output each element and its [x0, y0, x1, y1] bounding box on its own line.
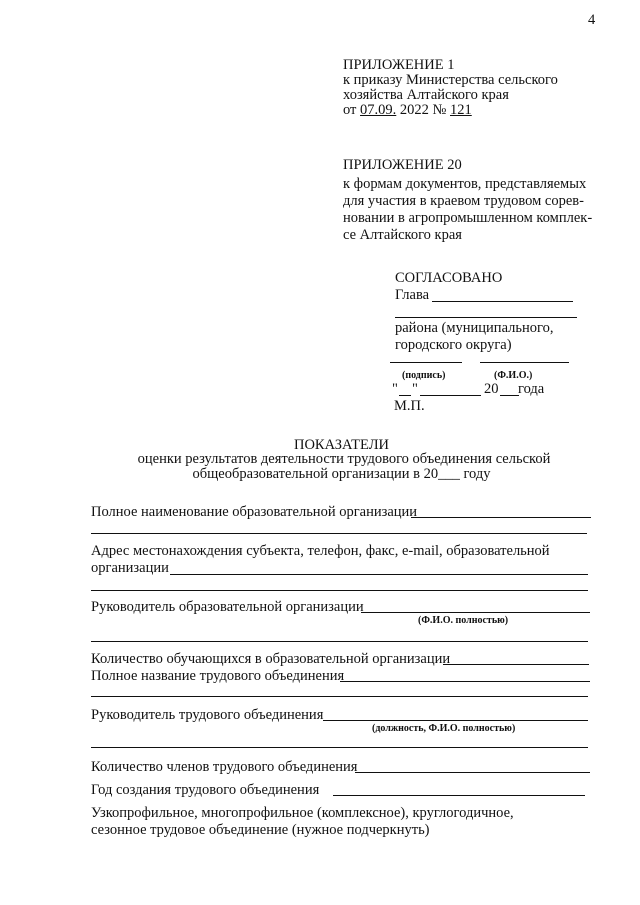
order-year-no: 2022 № — [396, 102, 450, 118]
appendix-20-line: новании в агропромышленном комплек- — [343, 210, 593, 226]
district-line1: района (муниципального, — [395, 320, 554, 336]
members-count-line — [355, 772, 590, 773]
stamp-label: М.П. — [394, 398, 425, 414]
year-created-label: Год создания трудового объединения — [91, 782, 320, 798]
members-count-label: Количество членов трудового объединения — [91, 759, 358, 775]
address-label-1: Адрес местонахождения субъекта, телефон, факс, e-mail, образовательной — [91, 543, 550, 559]
head-label: Глава — [395, 287, 430, 303]
appendix-1-line1: к приказу Министерства сельского — [343, 72, 558, 88]
day-line — [399, 395, 411, 396]
union-name-line — [340, 681, 590, 682]
appendix-1-line2: хозяйства Алтайского края — [343, 87, 509, 103]
order-date: 07.09. — [360, 102, 397, 118]
appendix-20-title: ПРИЛОЖЕНИЕ 20 — [343, 157, 462, 173]
district-line2: городского округа) — [395, 337, 512, 353]
full-name-line — [411, 517, 591, 518]
union-name-line-2 — [91, 696, 588, 697]
order-number: 121 — [450, 102, 472, 118]
year-suffix: года — [518, 381, 545, 397]
year-created-line — [333, 795, 585, 796]
date-open-quote: " — [392, 381, 398, 397]
indicators-subtitle-1: оценки результатов деятельности трудового объединения сельской — [137, 451, 551, 467]
address-line — [170, 574, 588, 575]
full-name-label: Полное наименование образовательной организации — [91, 504, 418, 520]
address-label-2: организации — [91, 560, 169, 576]
signature-caption: (подпись) — [402, 370, 446, 381]
date-close-quote: " — [412, 381, 418, 397]
date-prefix: от — [343, 102, 361, 118]
year-prefix: 20 — [484, 381, 499, 397]
full-name-line-2 — [91, 533, 587, 534]
fio-line — [480, 362, 569, 363]
appendix-20-line: к формам документов, представляемых — [343, 176, 587, 192]
union-head-line-2 — [91, 747, 588, 748]
director-label: Руководитель образовательной организации — [91, 599, 364, 615]
union-head-line — [323, 720, 588, 721]
address-line-2 — [91, 590, 588, 591]
appendix-1-title: ПРИЛОЖЕНИЕ 1 — [343, 57, 455, 73]
page-number: 4 — [588, 12, 596, 28]
director-caption: (Ф.И.О. полностью) — [418, 615, 509, 626]
union-name-label: Полное название трудового объединения — [91, 668, 345, 684]
appendix-20-line: для участия в краевом трудовом сорев- — [343, 193, 584, 209]
fio-caption: (Ф.И.О.) — [494, 370, 533, 381]
union-type-line-2: сезонное трудовое объединение (нужное подчеркнуть) — [91, 822, 430, 838]
students-count-label: Количество обучающихся в образовательной организации — [91, 651, 451, 667]
signature-line — [390, 362, 462, 363]
month-line — [420, 395, 481, 396]
district-name-line — [395, 317, 577, 318]
year-line — [500, 395, 519, 396]
students-count-line — [443, 664, 589, 665]
appendix-20-line: се Алтайского края — [343, 227, 462, 243]
appendix-1-date-line — [343, 102, 472, 119]
union-head-caption: (должность, Ф.И.О. полностью) — [372, 723, 516, 734]
indicators-title: ПОКАЗАТЕЛИ — [293, 437, 389, 453]
head-name-line — [432, 301, 573, 302]
director-line-2 — [91, 641, 588, 642]
director-line — [361, 612, 590, 613]
approval-title: СОГЛАСОВАНО — [395, 270, 503, 286]
indicators-subtitle-2: общеобразовательной организации в 20___ году — [192, 466, 491, 482]
union-head-label: Руководитель трудового объединения — [91, 707, 324, 723]
union-type-line-1: Узкопрофильное, многопрофильное (комплексное), круглогодичное, — [91, 805, 514, 821]
